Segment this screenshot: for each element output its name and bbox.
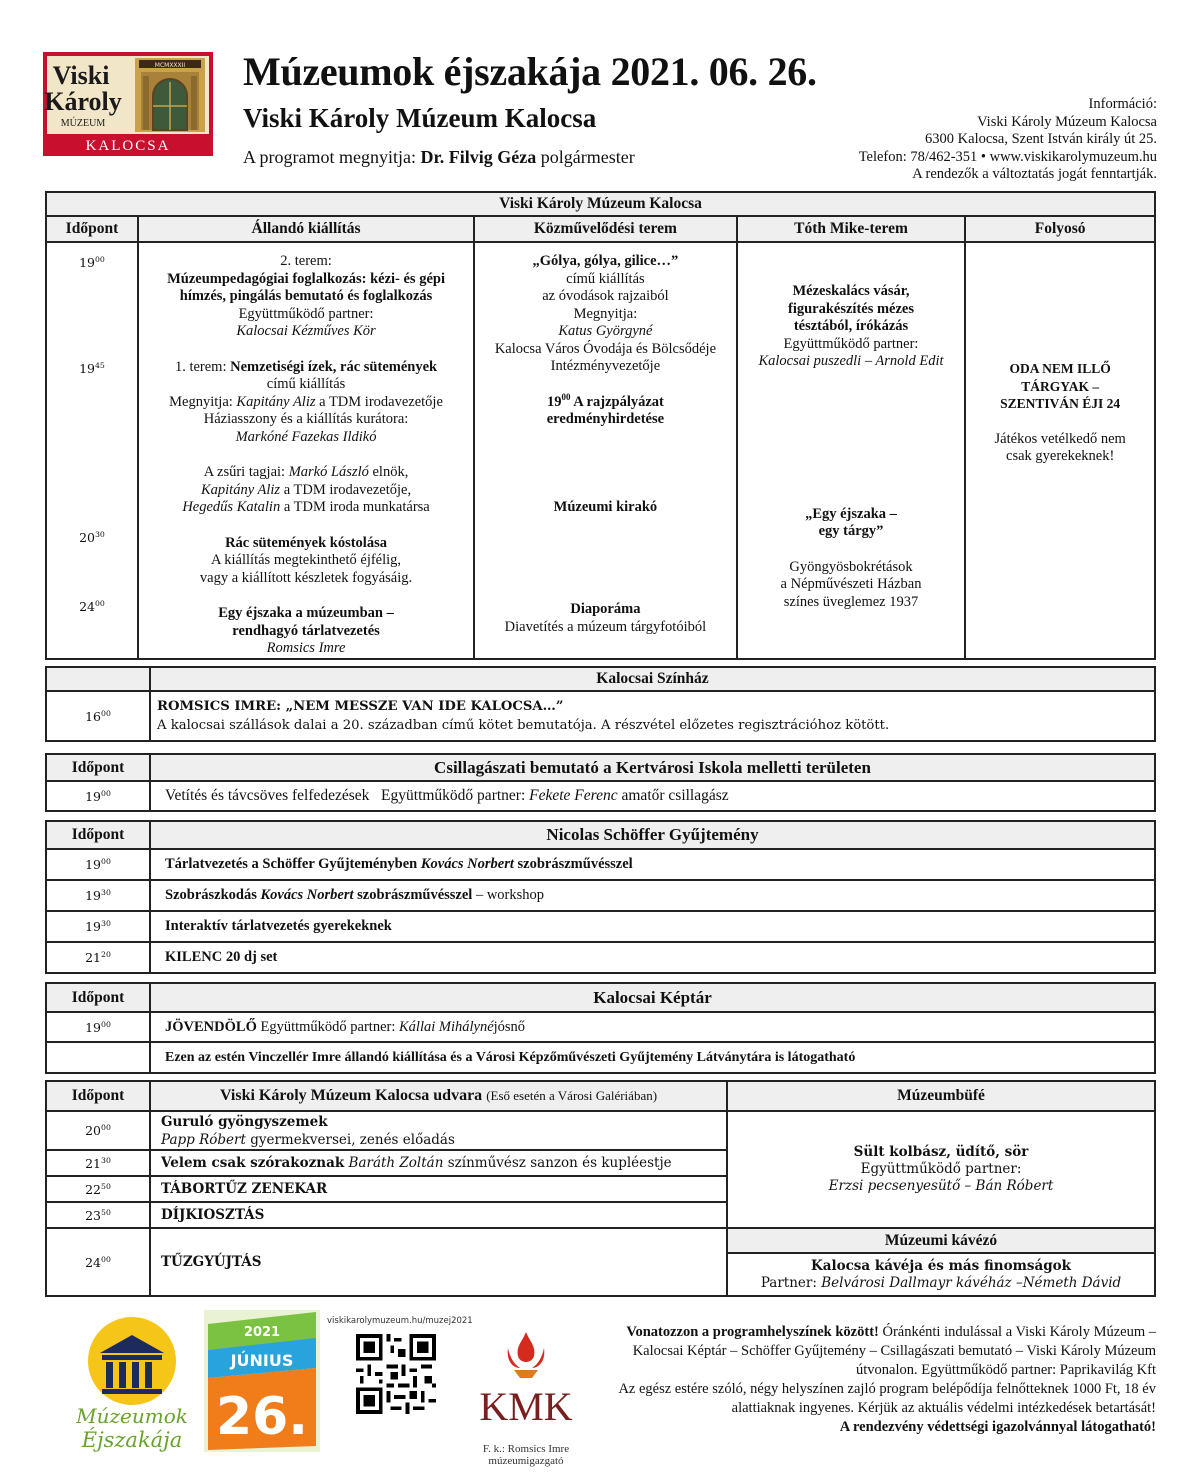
kmk-text: KMK: [479, 1384, 573, 1429]
allando-opener: Megnyitja: Kapitány Aliz a TDM irodavezetője: [169, 393, 443, 410]
kozmuv-results: $19^{00}$ A rajzpályázat: [546, 391, 664, 410]
toth-object-desc: a Népművészeti Házban: [780, 576, 922, 592]
schoffer-time: $19^{30}$: [46, 911, 150, 942]
col-folyoso: Folyosó: [965, 216, 1155, 242]
udvar-title: Viski Károly Múzeum Kalocsa udvara (Eső esetén a Városi Galériában): [150, 1081, 727, 1111]
folyoso-game: ODA NEM ILLŐ: [1009, 361, 1111, 376]
time-slot: $20^{30}$: [79, 529, 105, 545]
date-badge: [204, 1310, 320, 1452]
folyoso-game: TÁRGYAK –: [1021, 378, 1100, 394]
kozmuv-line: az óvodások rajzaiból: [542, 288, 669, 304]
keptar-note: Ezen az estén Vinczellér Imre állandó kiállítása és a Városi Képzőművészeti Gyűjtemény Látványtára is látogatható: [150, 1042, 1155, 1073]
col-kozmuv: Közművelődési terem: [474, 216, 737, 242]
szinhaz-time: $16^{00}$: [46, 691, 150, 741]
udvar-row: Velem csak szórakoznak Baráth Zoltán színművész sanzon és kupléestje: [150, 1150, 727, 1176]
csillag-event: Vetítés és távcsöves felfedezések Együttműködő partner: Fekete Ferenc amatőr csillagász: [150, 781, 1155, 811]
date-day: 26.: [215, 1387, 309, 1447]
opener-suffix: polgármester: [540, 147, 635, 167]
museum-program-table: [45, 191, 1156, 660]
museum-logo: [43, 52, 213, 156]
allando-tasting-note: A kiállítás megtekinthető éjfélig,: [210, 552, 402, 568]
price-note: Az egész estére szóló, négy helyszínen zajló program belépődíja felnőtteknek 1000 Ft, 18 év alattiaknak ingyenes. Kérjük az aktuális védelmi intézkedések betartását!: [618, 1381, 1156, 1416]
schoffer-row: Interaktív tárlatvezetés gyerekeknek: [150, 911, 1155, 942]
info-line: Viski Károly Múzeum Kalocsa: [977, 113, 1157, 130]
train-note: Vonatozzon a programhelyszínek között! Óránkénti indulással a Viski Károly Múzeum – Kalocsai Képtár – Schöffer Gyűjtemény – Csillagászati bemutató – Viski Károly Múzeum útvonalon. Együttműködő partner: Paprikavilág Kft: [626, 1324, 1156, 1378]
col-allando: Állandó kiállítás: [138, 216, 474, 242]
allando-room2: 2. terem:: [280, 253, 332, 269]
schoffer-title: Nicolas Schöffer Gyűjtemény: [150, 821, 1155, 849]
udvar-time: $21^{30}$: [46, 1150, 150, 1176]
szinhaz-table: [45, 666, 1156, 742]
schoffer-table: [45, 820, 1156, 974]
szinhaz-event: [150, 691, 1155, 741]
date-year: 2021: [243, 1325, 281, 1340]
allando-jury2: Kapitány Aliz a TDM irodavezetője,: [200, 481, 412, 498]
allando-tasting: Rác sütemények kóstolása: [225, 534, 387, 551]
keptar-empty: [46, 1042, 150, 1073]
toth-partner-label: Együttműködő partner:: [783, 335, 919, 352]
logo-line1: Viski: [52, 61, 110, 90]
keptar-time: $19^{00}$: [46, 1012, 150, 1042]
udvar-col: Időpont: [46, 1081, 150, 1111]
udvar-time: $23^{50}$: [46, 1202, 150, 1228]
toth-fair-sub: figurakészítés mézes: [787, 300, 915, 317]
udvar-table: [45, 1080, 1156, 1297]
csillag-time: $19^{00}$: [46, 781, 150, 811]
qr-url: viskikarolymuzeum.hu/muzej2021: [327, 1316, 473, 1326]
col-toth: Tóth Mike-terem: [737, 216, 966, 242]
csillag-table: [45, 753, 1156, 812]
me-line1: Múzeumok: [76, 1404, 188, 1428]
certificate-note: A rendezvény védettségi igazolvánnyal látogatható!: [839, 1419, 1156, 1435]
schoffer-time: $19^{30}$: [46, 880, 150, 911]
allando-curator-label: Háziasszony és a kiállítás kurátora:: [203, 411, 409, 427]
szinhaz-event-desc: A kalocsai szállások dalai a 20. században című kötet bemutatója. A részvétel előzetes regisztrációhoz kötött.: [157, 718, 890, 733]
allando-exhibit-sub: című kiállítás: [266, 376, 346, 392]
schoffer-row: Szobrászkodás Kovács Norbert szobrászművésszel – workshop: [150, 880, 1155, 911]
allando-partner: Kalocsai Kézműves Kör: [236, 323, 376, 339]
schoffer-time: $21^{20}$: [46, 942, 150, 973]
udvar-time: $20^{00}$: [46, 1111, 150, 1150]
kozmuv-line: Kalocsa Város Óvodája és Bölcsődéje: [494, 340, 717, 357]
folyoso-game: SZENTIVÁN ÉJI 24: [1000, 396, 1121, 411]
udvar-row: Guruló gyöngyszemek Papp Róbert gyermekversei, zenés előadás: [150, 1111, 727, 1150]
museum-table-title: Viski Károly Múzeum Kalocsa: [46, 192, 1155, 216]
keptar-col: Időpont: [46, 983, 150, 1012]
szinhaz-event-title: ROMSICS IMRE: „NEM MESSZE VAN IDE KALOCSA…”: [157, 699, 564, 714]
col-idopont: Időpont: [46, 216, 138, 242]
allando-partner-label: Együttműködő partner:: [238, 305, 374, 322]
allando-guide: Romsics Imre: [266, 640, 346, 656]
logo-line3: MÚZEUM: [60, 118, 106, 129]
kozmuv-cell: [474, 242, 737, 659]
toth-partner: Kalocsai puszedli – Arnold Edit: [758, 353, 944, 369]
kmk-logo: [470, 1324, 582, 1434]
allando-jury3: Hegedűs Katalin a TDM iroda munkatársa: [182, 499, 430, 515]
kavezo-cell: Kalocsa kávéja és más finomságok Partner: Belvárosi Dallmayr kávéház –Németh Dávid: [727, 1253, 1155, 1296]
kozmuv-line: Intézményvezetője: [550, 358, 661, 374]
date-month: JÚNIUS: [230, 1351, 294, 1370]
time-slot: $19^{00}$: [79, 254, 105, 270]
kozmuv-slideshow: Diaporáma: [570, 601, 641, 617]
toth-object-desc: Gyöngyösbokrétások: [789, 558, 913, 575]
page-subtitle: Viski Károly Múzeum Kalocsa: [243, 103, 597, 133]
allando-tasting-note2: vagy a kiállított készletek fogyásáig.: [199, 569, 413, 586]
szinhaz-empty-head: [46, 667, 150, 691]
folyoso-cell: [965, 242, 1155, 659]
time-slot: $19^{45}$: [79, 360, 105, 376]
toth-object-sub: egy tárgy”: [818, 523, 884, 539]
udvar-time: $24^{00}$: [46, 1228, 150, 1296]
kozmuv-results-sub: eredményhirdetése: [546, 411, 665, 427]
opener-prefix: A programot megnyitja:: [243, 147, 416, 167]
allando-jury: A zsűri tagjai: Markó László elnök,: [203, 464, 409, 480]
info-block: [859, 96, 1157, 184]
toth-fair: Mézeskalács vásár,: [792, 283, 910, 299]
allando-cell: [138, 242, 474, 659]
toth-fair-sub: tésztából, írókázás: [793, 318, 909, 334]
opener-name: Dr. Filvig Géza: [420, 147, 537, 167]
logo-city: KALOCSA: [85, 138, 171, 154]
folyoso-desc: Játékos vetélkedő nem: [994, 430, 1126, 447]
opening-line: [243, 147, 635, 168]
kavezo-title: Múzeumi kávézó: [727, 1228, 1155, 1253]
kozmuv-exhibit: „Gólya, gólya, gilice…”: [532, 253, 679, 269]
allando-night-tour: Egy éjszaka a múzeumban –: [218, 605, 394, 621]
time-column: [46, 242, 138, 659]
kmk-caption-line2: múzeumigazgató: [488, 1455, 564, 1467]
csillag-title: Csillagászati bemutató a Kertvárosi Iskola melletti területen: [150, 754, 1155, 781]
info-contact: Telefon: 78/462-351 • www.viskikarolymuzeum.hu: [858, 148, 1157, 165]
allando-exhibit: 1. terem: Nemzetiségi ízek, rác sütemények: [174, 358, 438, 375]
me-line2: Éjszakája: [81, 1428, 183, 1452]
toth-object-desc: színes üveglemez 1937: [783, 593, 919, 610]
info-address: 6300 Kalocsa, Szent István király út 25.: [925, 131, 1157, 147]
keptar-title: Kalocsai Képtár: [150, 983, 1155, 1012]
muzeumok-ejszakaja-logo: [70, 1313, 195, 1453]
schoffer-row: Tárlatvezetés a Schöffer Gyűjteményben Kovács Norbert szobrászművésszel: [150, 849, 1155, 880]
kozmuv-opener: Katus Györgyné: [558, 323, 653, 339]
kozmuv-line: című kiállítás: [566, 270, 645, 287]
szinhaz-title: Kalocsai Színház: [150, 667, 1155, 691]
kozmuv-puzzle: Múzeumi kirakó: [553, 498, 658, 515]
udvar-time: $22^{50}$: [46, 1176, 150, 1202]
udvar-row: DÍJKIOSZTÁS: [150, 1202, 727, 1228]
page-title: Múzeumok éjszakája 2021. 06. 26.: [243, 49, 817, 94]
bufe-title: Múzeumbüfé: [727, 1081, 1155, 1111]
udvar-row: TŰZGYÚJTÁS: [150, 1228, 727, 1296]
toth-object: „Egy éjszaka –: [805, 505, 897, 522]
folyoso-desc: csak gyerekeknek!: [1006, 448, 1115, 464]
allando-workshop: Múzeumpedagógiai foglalkozás: kézi- és gépi hímzés, pingálás bemutató és foglalkozás: [167, 270, 445, 304]
allando-night-tour-sub: rendhagyó tárlatvezetés: [232, 622, 380, 639]
toth-cell: [737, 242, 966, 659]
info-heading: Információ:: [1088, 96, 1157, 112]
kozmuv-slideshow-sub: Diavetítés a múzeum tárgyfotóiból: [504, 618, 707, 635]
keptar-table: [45, 982, 1156, 1074]
logo-line2: Károly: [44, 87, 122, 116]
udvar-row: TÁBORTŰZ ZENEKAR: [150, 1176, 727, 1202]
kmk-caption-line1: F. k.: Romsics Imre: [482, 1443, 570, 1455]
schoffer-time: $19^{00}$: [46, 849, 150, 880]
logo-year: MCMXXXII: [154, 62, 186, 69]
schoffer-col: Időpont: [46, 821, 150, 849]
info-disclaimer: A rendezők a változtatás jogát fenntartják.: [912, 166, 1157, 182]
kmk-caption: [470, 1443, 582, 1467]
keptar-row: JÖVENDÖLŐ Együttműködő partner: Kállai Mihálynéjósnő: [150, 1012, 1155, 1042]
time-slot: $24^{00}$: [79, 598, 105, 614]
allando-curator: Markóné Fazekas Ildikó: [235, 428, 377, 445]
schoffer-row: KILENC 20 dj set: [150, 942, 1155, 973]
footer-notes: [616, 1323, 1156, 1437]
bufe-cell: Sült kolbász, üdítő, sör Együttműködő partner: Erzsi pecsenyesütő – Bán Róbert: [727, 1111, 1155, 1228]
kozmuv-line: Megnyitja:: [573, 305, 638, 322]
qr-code[interactable]: [356, 1334, 436, 1414]
csillag-col: Időpont: [46, 754, 150, 781]
